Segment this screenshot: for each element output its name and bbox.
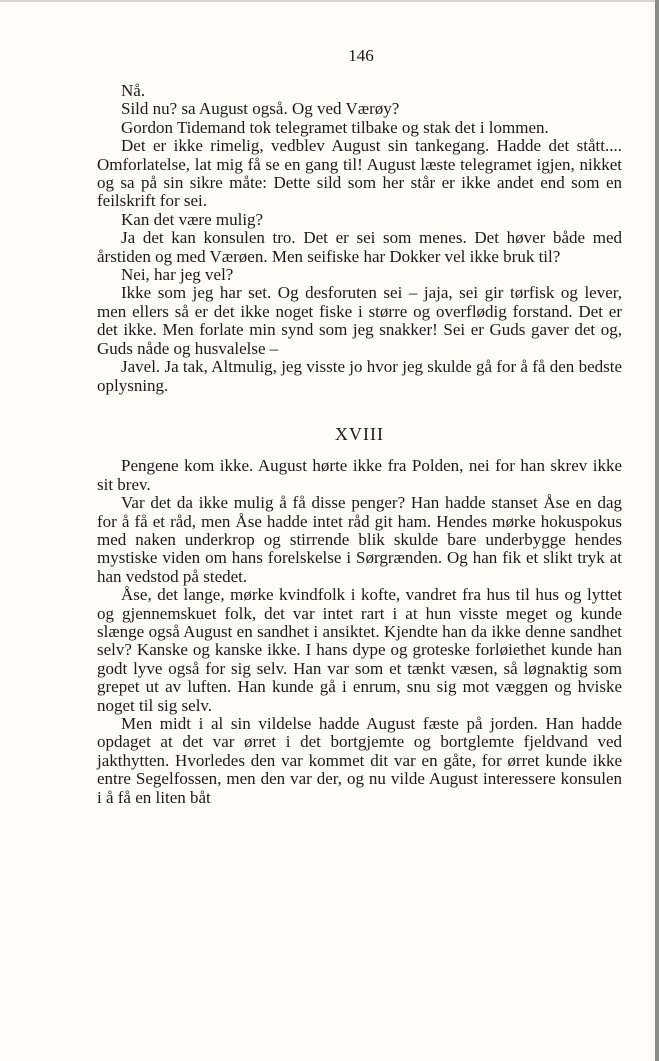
paragraph: Javel. Ja tak, Altmulig, jeg visste jo hvor jeg skulde gå for å få den bedste oplysning.: [97, 357, 622, 395]
paragraph: Det er ikke rimelig, vedblev August sin tankegang. Hadde det stått.... Omforlatelse, lat mig få se en gang til! August læste telegramet igjen, nikket og sa på sin sikre måte: Dette sild som her står er ikke andet end som en feilskrift for sei.: [97, 136, 622, 211]
page-number: 146: [348, 46, 374, 65]
paragraph: Kan det være mulig?: [121, 209, 264, 229]
paragraph: Åse, det lange, mørke kvindfolk i kofte, vandret fra hus til hus og lyttet og gjennemskuet folk, det var intet rart i at hun visste meget og kunde slænge også August en sandhet i ansiktet. Kjendte han da ikke denne sandhet selv? Kanske og kanske ikke. I hans dype og groteske forløiethet kunde han godt lyve også for sig selv. Han var som et tænkt væsen, så løgnaktig som grepet ut av luften. Han kunde gå i enrum, snu sig mot væggen og hviske noget til sig selv.: [97, 585, 622, 715]
body-text: [97, 82, 622, 807]
paragraph: Var det da ikke mulig å få disse penger? Han hadde stanset Åse en dag for å få et råd, men Åse hadde intet råd git ham. Hendes mørke hokuspokus med naken underkrop og stirrende blik skulde bare underbygge hendes mystiske viden om hans forelskelse i Sørgrænden. Og han fik et slikt tryk at han vedstod på stedet.: [97, 493, 622, 586]
paragraph: Pengene kom ikke. August hørte ikke fra Polden, nei for han skrev ikke sit brev.: [97, 456, 622, 494]
paragraph: Gordon Tidemand tok telegramet tilbake og stak det i lommen.: [121, 117, 549, 137]
paragraph: Ja det kan konsulen tro. Det er sei som menes. Det høver både med årstiden og med Værøen. Men seifiske har Dokker vel ikke bruk til?: [97, 228, 622, 266]
paragraph: Men midt i al sin vildelse hadde August fæste på jorden. Han hadde opdaget at det var ørret i det bortgjemte og bortglemte fjeldvand ved jakthytten. Hvorledes den var kommet dit var en gåte, for ørret kunde ikke entre Segelfossen, men den var der, og nu vilde August interessere konsulen i å få en liten båt: [97, 714, 622, 807]
paragraph: Ikke som jeg har set. Og desforuten sei – jaja, sei gir tørfisk og lever, men ellers så er det ikke noget fiske i større og overflødig forstand. Det er det ikke. Men forlate min synd som jeg snakker! Sei er Guds gaver det og, Guds nåde og husvalelse –: [97, 283, 622, 358]
page-top-edge: [0, 0, 659, 2]
paragraph: Nei, har jeg vel?: [121, 265, 234, 285]
chapter-heading: XVIII: [335, 423, 384, 444]
paragraph: Sild nu? sa August også. Og ved Værøy?: [121, 99, 400, 119]
paragraph: Nå.: [121, 81, 146, 100]
page-right-edge: [655, 0, 659, 1061]
